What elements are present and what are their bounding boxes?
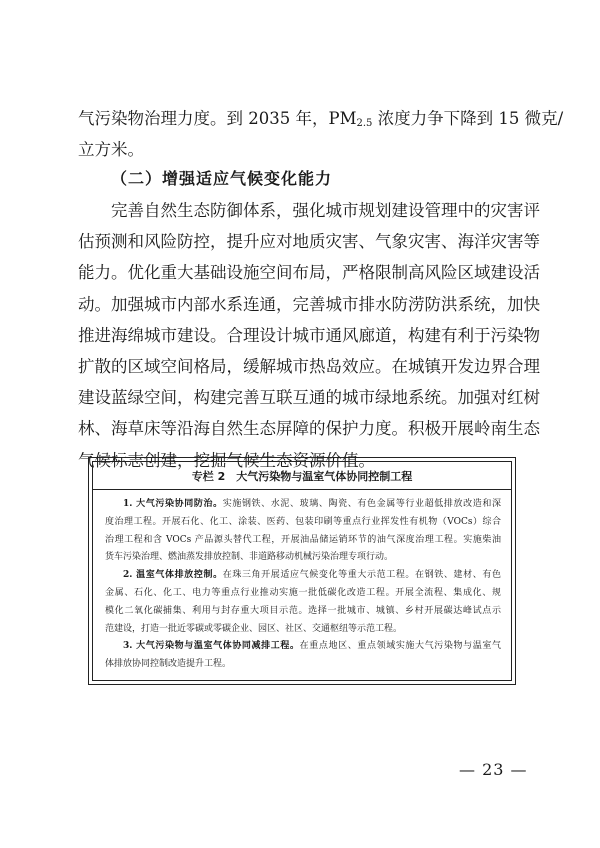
section-paragraph: [78, 195, 540, 476]
box-item-title: 2. 温室气体排放控制。: [123, 570, 223, 581]
box-line: 治理工程和含 VOCs 产品源头替代工程，开展油品储运销环节的油气深度治理工程。实施柴油: [105, 534, 501, 545]
paragraph-line: 林、海草床等沿海自然生态屏障的保护力度。积极开展岭南生态: [78, 419, 540, 439]
box-line: 范建设，打造一批近零碳或零碳企业、园区、社区、交通枢纽等示范工程。: [105, 623, 403, 634]
paragraph-line: 推进海绵城市建设。合理设计城市通风廊道，构建有利于污染物: [78, 325, 540, 345]
sidebar-box-inner: [92, 461, 512, 681]
box-item-title: 3. 大气污染物与温室气体协同减排工程。: [123, 641, 300, 652]
box-item-text: 实施钢铁、水泥、玻璃、陶瓷、有色金属等行业超低排放改造和深: [222, 499, 501, 509]
box-line: 度治理工程。开展石化、化工、涂装、医药、包装印刷等重点行业挥发性有机物（VOCs）综合: [105, 516, 501, 527]
box-item-title: 1. 大气污染协同防治。: [123, 499, 223, 509]
box-item-2: [105, 567, 501, 585]
section-heading: （二）增强适应气候变化能力: [111, 169, 333, 188]
box-title: 专栏 2 大气污染物与温室气体协同控制工程: [191, 470, 413, 483]
paragraph-line: 气候标志创建，挖掘气候生态资源价值。: [78, 450, 375, 470]
box-item-text: 在重点地区、重点领域实施大气污染物与温室气: [299, 641, 501, 652]
paragraph-line: 立方米。: [78, 140, 144, 160]
subscript: 2.5: [356, 118, 373, 129]
box-line: 模化二氧化碳捕集、利用与封存重大项目示范。选择一批城市、城镇、乡村开展碳达峰试点示: [105, 605, 501, 616]
sidebar-box: [88, 457, 516, 685]
page-number: — 23 —: [459, 760, 528, 779]
paragraph-line: 建设蓝绿空间，构建完善互联互通的城市绿地系统。加强对红树: [78, 388, 540, 408]
box-line: 货车污染治理、燃油蒸发排放控制、非道路移动机械污染治理专项行动。: [105, 552, 394, 563]
text-fragment: 浓度力争下降到 15 微克/: [372, 109, 564, 128]
paragraph-line: 动。加强城市内部水系连通，完善城市排水防涝防洪系统，加快: [78, 294, 540, 314]
box-body: [93, 490, 511, 674]
box-item-text: 在珠三角开展适应气候变化等重大示范工程。在钢铁、建材、有色: [222, 570, 501, 581]
paragraph-line: 扩散的区域空间格局，缓解城市热岛效应。在城镇开发边界合理: [78, 356, 540, 376]
paragraph-line: 能力。优化重大基础设施空间布局，严格限制高风险区域建设活: [78, 263, 540, 283]
top-paragraph: [78, 103, 564, 165]
box-item-3: [105, 638, 501, 656]
box-line: 体排放协同控制改造提升工程。: [105, 659, 232, 670]
paragraph-line: 估预测和风险防控，提升应对地质灾害、气象灾害、海洋灾害等: [78, 232, 540, 252]
box-line: 金属、石化、化工、电力等重点行业推动实施一批低碳化改造工程。开展全流程、集成化、规: [105, 587, 501, 598]
paragraph-line: [78, 103, 564, 134]
box-item-1: [105, 496, 501, 514]
paragraph-line: 完善自然生态防御体系，强化城市规划建设管理中的灾害评: [111, 201, 540, 220]
text-fragment: 气污染物治理力度。到 2035 年，PM: [78, 109, 357, 128]
